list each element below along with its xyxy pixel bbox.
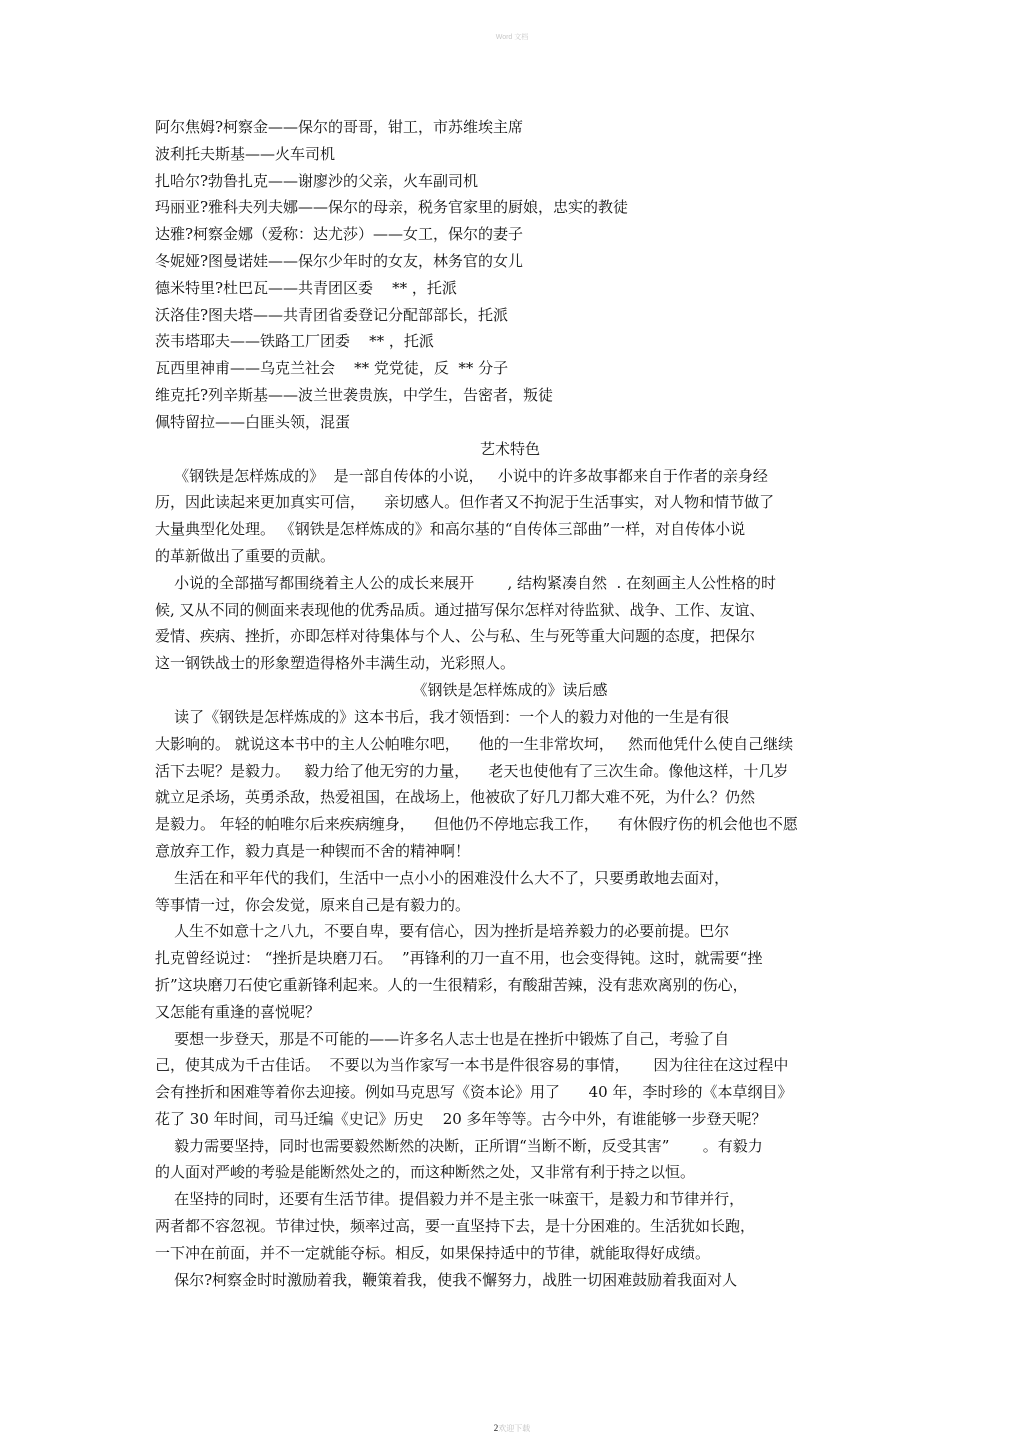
paragraph-line: 等事情一过，你会发觉，原来自己是有毅力的。: [155, 895, 471, 914]
section-title-reading-reflection: 《钢铁是怎样炼成的》读后感: [412, 680, 608, 699]
character-list-item: 波利托夫斯基——火车司机: [155, 144, 336, 163]
page-footer: [0, 1423, 1024, 1434]
paragraph: [155, 865, 865, 919]
paragraph: [155, 1267, 865, 1294]
character-list-item: 扎哈尔?勃鲁扎克——谢廖沙的父亲，火车副司机: [155, 171, 479, 190]
header-watermark: Word 文档: [495, 34, 529, 41]
document-page: [155, 114, 865, 1293]
character-list-item: 德米特里?杜巴瓦——共青团区委 ** ，托派: [155, 278, 457, 297]
paragraph-line: 读了《钢铁是怎样炼成的》这本书后，我才领悟到：一个人的毅力对他的一生是有很: [155, 707, 730, 726]
paragraph-line: 候, 又从不同的侧面来表现他的优秀品质。通过描写保尔怎样对待监狱、战争、工作、友谊、: [155, 600, 765, 619]
paragraph: [155, 1026, 865, 1133]
paragraph-line: 意放弃工作，毅力真是一种锲而不舍的精神啊！: [155, 841, 471, 860]
paragraph: [155, 704, 865, 865]
paragraph-line: 的人面对严峻的考验是能断然处之的，而这种断然之处，又非常有利于持之以恒。: [155, 1163, 696, 1182]
paragraph-line: 生活在和平年代的我们，生活中一点小小的困难没什么大不了，只要勇敢地去面对，: [155, 868, 730, 887]
paragraph: [155, 570, 865, 677]
character-list-item: 佩特留拉——白匪头领，混蛋: [155, 412, 351, 431]
section-art-features-body: [155, 463, 865, 677]
character-list-item: 玛丽亚?雅科夫列夫娜——保尔的母亲，税务官家里的厨娘，忠实的教徒: [155, 198, 629, 217]
paragraph-line: 要想一步登天，那是不可能的——许多名人志士也是在挫折中锻炼了自己，考验了自: [155, 1029, 730, 1048]
character-list: [155, 114, 865, 436]
paragraph-line: 小说的全部描写都围绕着主人公的成长来展开 , 结构紧凑自然 . 在刻画主人公性格的时: [155, 573, 777, 592]
paragraph-line: 会有挫折和困难等着你去迎接。例如马克思写《资本论》用了 40 年，李时珍的《本草纲目》: [155, 1083, 793, 1102]
character-list-item: 沃洛佳?图夫塔——共青团省委登记分配部部长，托派: [155, 305, 509, 324]
paragraph-line: 花了 30 年时间，司马迁编《史记》历史 20 多年等等。古今中外，有谁能够一步登天呢？: [155, 1109, 767, 1128]
footer-label: 欢迎下载: [498, 1424, 531, 1433]
paragraph-line: 己，使其成为千古佳话。 不要以为当作家写一本书是件很容易的事情， 因为往往在这过程中: [155, 1056, 789, 1075]
paragraph-line: 活下去呢？是毅力。 毅力给了他无穷的力量， 老天也使他有了三次生命。像他这样，十几岁: [155, 761, 789, 780]
paragraph-line: 大量典型化处理。 《钢铁是怎样炼成的》和高尔基的“自传体三部曲”一样，对自传体小说: [155, 520, 746, 539]
paragraph-line: 在坚持的同时，还要有生活节律。提倡毅力并不是主张一味蛮干，是毅力和节律并行，: [155, 1190, 745, 1209]
page-number: 2: [493, 1423, 499, 1433]
paragraph: [155, 463, 865, 570]
paragraph-line: 这一钢铁战士的形象塑造得格外丰满生动，光彩照人。: [155, 654, 516, 673]
paragraph-line: 爱情、疾病、挫折，亦即怎样对待集体与个人、公与私、生与死等重大问题的态度，把保尔: [155, 627, 756, 646]
section-reading-reflection-body: [155, 704, 865, 1294]
character-list-item: 瓦西里神甫——乌克兰社会 ** 党党徒，反 ** 分子: [155, 359, 509, 378]
paragraph-line: 人生不如意十之八九，不要自卑，要有信心，因为挫折是培养毅力的必要前提。巴尔: [155, 922, 730, 941]
paragraph: [155, 918, 865, 1025]
character-list-item: 冬妮娅?图曼诺娃——保尔少年时的女友，林务官的女儿: [155, 251, 524, 270]
paragraph-line: 历，因此读起来更加真实可信， 亲切感人。但作者又不拘泥于生活事实，对人物和情节做了: [155, 493, 775, 512]
paragraph-line: 一下冲在前面，并不一定就能夺标。相反，如果保持适中的节律，就能取得好成绩。: [155, 1243, 711, 1262]
paragraph-line: 是毅力。 年轻的帕唯尔后来疾病缠身， 但他仍不停地忘我工作， 有休假疗伤的机会他也不愿: [155, 815, 798, 834]
paragraph-line: 《钢铁是怎样炼成的》 是一部自传体的小说， 小说中的许多故事都来自于作者的亲身经: [155, 466, 768, 485]
paragraph: [155, 1186, 865, 1266]
paragraph-line: 大影响的。 就说这本书中的主人公帕唯尔吧， 他的一生非常坎坷， 然而他凭什么使自己继续: [155, 734, 794, 753]
paragraph-line: 两者都不容忽视。节律过快，频率过高，要一直坚持下去，是十分困难的。生活犹如长跑，: [155, 1217, 756, 1236]
paragraph-line: 又怎能有重逢的喜悦呢？: [155, 1002, 321, 1021]
section-title-art-features: 艺术特色: [479, 439, 540, 458]
character-list-item: 维克托?列辛斯基——波兰世袭贵族，中学生，告密者，叛徒: [155, 385, 554, 404]
paragraph-line: 就立足杀场，英勇杀敌，热爱祖国，在战场上，他被砍了好几刀都大难不死，为什么？仍然: [155, 788, 756, 807]
paragraph-line: 扎克曾经说过： “挫折是块磨刀石。 ”再锋利的刀一直不用，也会变得钝。这时，就需要“挫: [155, 949, 763, 968]
paragraph-line: 毅力需要坚持，同时也需要毅然断然的决断，正所谓“当断不断，反受其害” 。有毅力: [155, 1136, 763, 1155]
character-list-item: 茨韦塔耶夫——铁路工厂团委 ** ，托派: [155, 332, 434, 351]
paragraph: [155, 1133, 865, 1187]
paragraph-line: 的革新做出了重要的贡献。: [155, 546, 336, 565]
character-list-item: 阿尔焦姆?柯察金——保尔的哥哥，钳工，市苏维埃主席: [155, 118, 524, 136]
character-list-item: 达雅?柯察金娜（爱称：达尤莎）——女工，保尔的妻子: [155, 225, 524, 244]
paragraph-line: 保尔?柯察金时时激励着我，鞭策着我，使我不懈努力，战胜一切困难鼓励着我面对人: [155, 1270, 738, 1289]
paragraph-line: 折”这块磨刀石使它重新锋利起来。人的一生很精彩，有酸甜苦辣，没有悲欢离别的伤心，: [155, 975, 748, 994]
